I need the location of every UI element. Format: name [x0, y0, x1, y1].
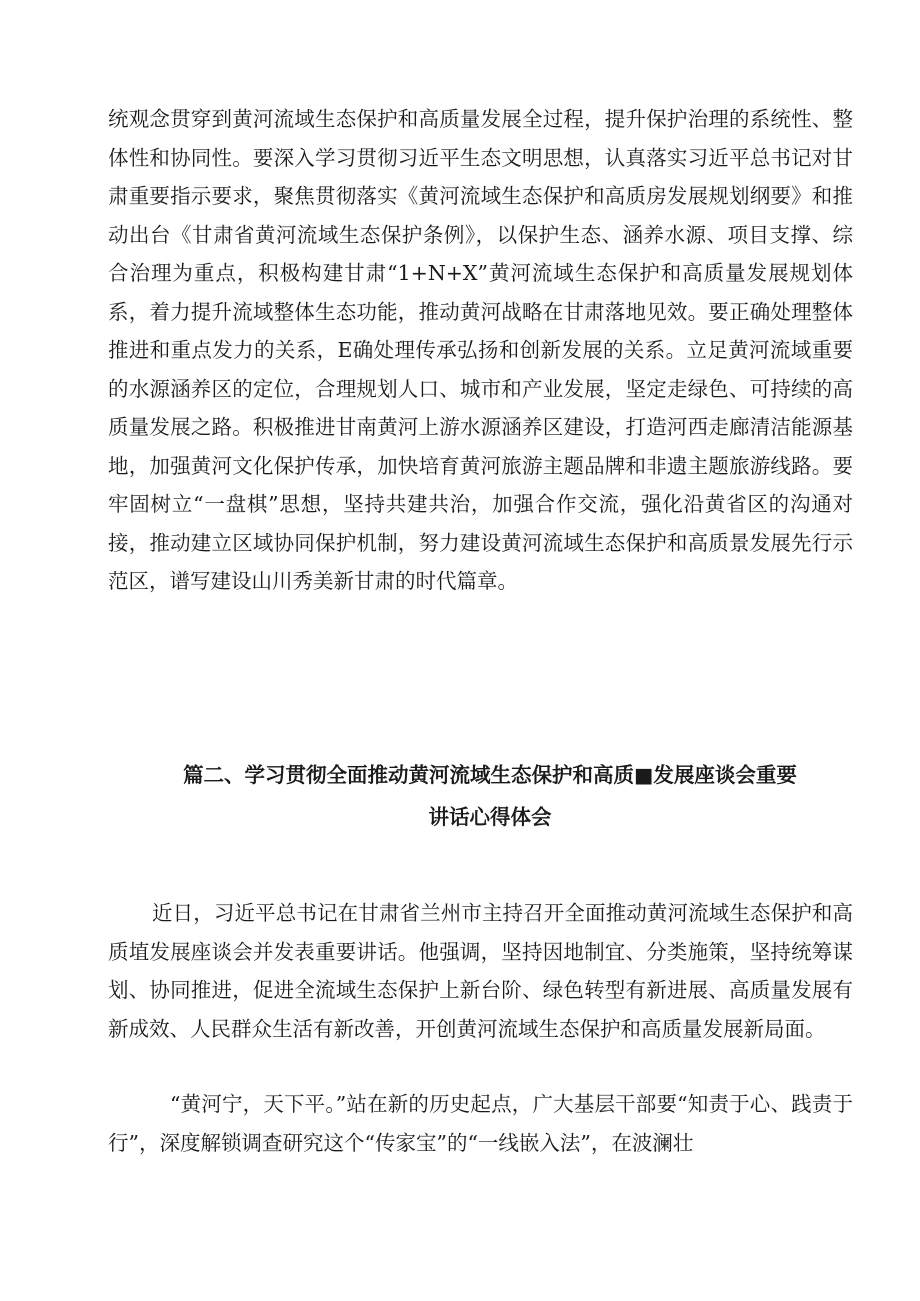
section-heading-line-1: 篇二、学习贯彻全面推动黄河流域生态保护和高质■发展座谈会重要 — [183, 763, 797, 787]
body-paragraph-quote: “黄河宁，天下平。”站在新的历史起点，广大基层干部要“知责于心、践责于行”，深度解锁调查研究这个“传家宝”的“一线嵌入法”，在波澜壮 — [108, 1092, 853, 1155]
section-heading-line-2: 讲话心得体会 — [428, 805, 552, 829]
body-paragraph-continued: 统观念贯穿到黄河流域生态保护和高质量发展全过程，提升保护治理的系统性、整体性和协同性。要深入学习贯彻习近平生态文明思想，认真落实习近平总书记对甘肃重要指示要求，聚焦贯彻落实《黄河流域生态保护和高质房发展规划纲要》和推动出台《甘肃省黄河流域生态保护条例》，以保护生态、涵养水源、项目支撑、综合治理为重点，积极构建甘肃“1+N+X”黄河流域生态保护和高质量发展规划体系，着力提升流域整体生态功能，推动黄河战略在甘肃落地见效。要正确处理整体推进和重点发力的关系，E确处理传承弘扬和创新发展的关系。立足黄河流域重要的水源涵养区的定位，合理规划人口、城市和产业发展，坚定走绿色、可持续的高质量发展之路。积极推进甘南黄河上游水源涵养区建设，打造河西走廊清洁能源基地，加强黄河文化保护传承，加快培育黄河旅游主题品牌和非遗主题旅游线路。要牢固树立“一盘棋”思想，坚持共建共治，加强合作交流，强化沿黄省区的沟通对接，推动建立区域协同保护机制，努力建设黄河流域生态保护和高质景发展先行示范区，谱写建设山川秀美新甘肃的时代篇章。 — [108, 107, 853, 593]
body-paragraph-intro: 近日，习近平总书记在甘肃省兰州市主持召开全面推动黄河流域生态保护和高质埴发展座谈会并发表重要讲话。他强调，坚持因地制宜、分类施策，坚持统筹谋划、协同推进，促进全流域生态保护上新台阶、绿色转型有新进展、高质量发展有新成效、人民群众生活有新改善，开创黄河流域生态保护和高质量发展新局面。 — [108, 901, 853, 1041]
